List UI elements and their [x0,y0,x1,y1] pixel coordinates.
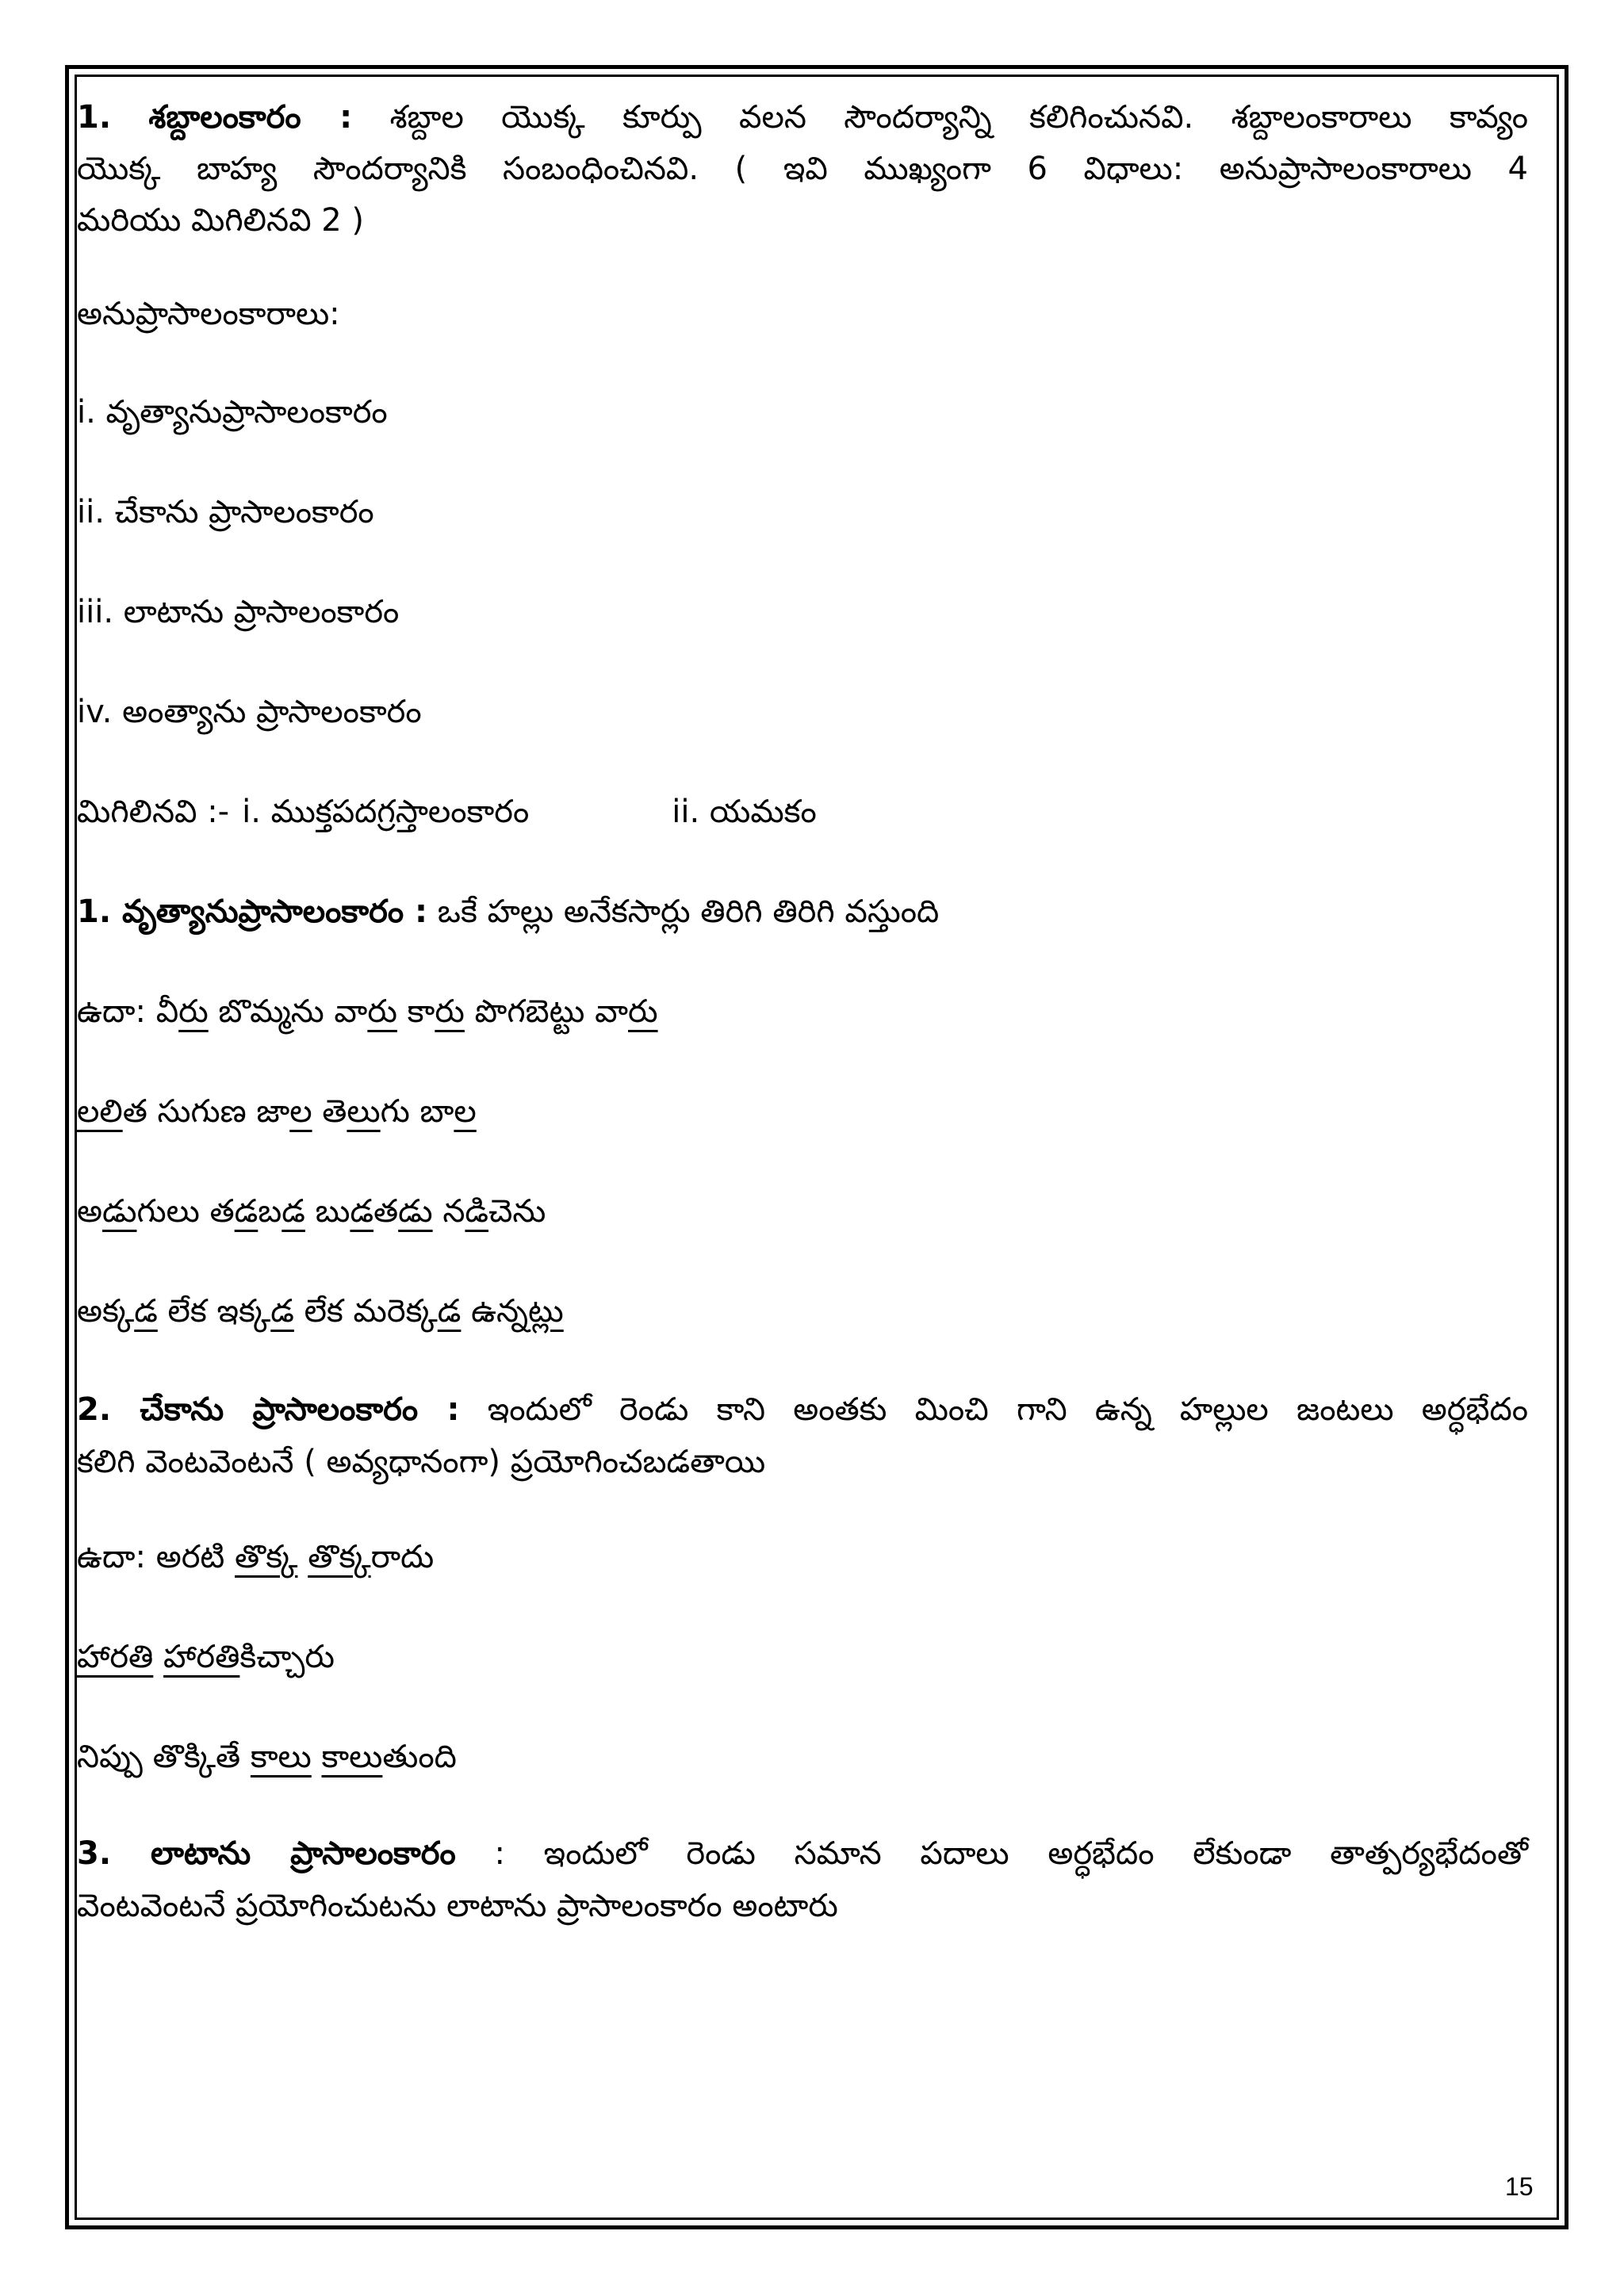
intro-number: 1. [77,99,112,136]
underlined-syllable: డు [102,1193,137,1230]
section2-example-2 [77,1635,335,1679]
list-item-4: iv. అంత్యాను ప్రాసాలంకారం [77,694,422,730]
example-text: బ [258,1193,282,1230]
example-text: తె [312,1093,347,1130]
example-text: అ [77,1193,102,1230]
underlined-syllable: రు [628,993,658,1030]
example-text: గు బా [380,1093,454,1130]
example-text: బు [304,1193,350,1230]
example-text: లేక ఇక్క [157,1293,271,1330]
list-item-3: iii. లాటాను ప్రాసాలంకారం [77,594,400,630]
section1-example-2 [77,1089,477,1134]
intro-text-1: శబ్దాల యొక్క కూర్పు వలన సౌందర్యాన్ని కలిగించునవి. శబ్దాలంకారాలు కావ్యం [389,99,1529,136]
section1-heading: 1. వృత్యానుప్రాసాలంకారం : [77,894,428,930]
anuprasa-heading: అనుప్రాసాలంకారాలు: [77,296,340,332]
section3-heading: 3. లాటాను ప్రాసాలంకారం [77,1835,456,1872]
underlined-syllable: ల [289,1093,312,1130]
section2-line-1 [77,1387,1528,1432]
underlined-syllable: హారతి [77,1639,154,1675]
example-text: ఉన్న [461,1293,528,1330]
remaining-line [77,790,817,834]
example-text: ఉదా: అరటి [77,1539,236,1575]
underlined-syllable: ల [454,1093,477,1130]
section1-line [77,890,939,934]
example-text: లేక మరెక్క [293,1293,438,1330]
section1-example-1 [77,989,658,1034]
example-text: న [432,1193,465,1230]
remaining-item-1: i. ముక్తపదగ్రస్తాలంకారం [242,794,530,830]
example-text: అక్క [77,1293,135,1330]
underlined-syllable: డ [134,1293,158,1330]
section3-line-2: వెంటవెంటనే ప్రయోగించుటను లాటాను ప్రాసాలంకారం అంటారు [77,1888,838,1924]
underlined-syllable: డు [398,1193,433,1230]
underlined-syllable: డ [437,1293,462,1330]
section2-heading: 2. చేకాను ప్రాసాలంకారం : [77,1391,460,1428]
example-text: కిచ్చారు [239,1639,335,1675]
example-text: త [373,1193,399,1230]
underlined-syllable: కాలు [250,1739,312,1775]
intro-line-3: మరియు మిగిలినవి 2 ) [77,202,364,239]
underlined-syllable: హారతి [163,1639,240,1675]
section1-example-3 [77,1189,546,1234]
underlined-syllable: ట్లు [528,1293,564,1330]
underlined-syllable: డ [282,1193,305,1230]
section2-example-3 [77,1735,457,1779]
underlined-syllable: లలి [77,1093,123,1130]
underlined-syllable: తొక్క [235,1539,298,1575]
example-text: పొగబెట్టు వా [464,993,629,1030]
page-number: 15 [1505,2172,1534,2201]
underlined-syllable: రు [435,993,465,1030]
underlined-syllable: రు [178,993,209,1030]
underlined-syllable: రు [367,993,397,1030]
example-text: గులు త [136,1193,235,1230]
list-item-2: ii. చేకాను ప్రాసాలంకారం [77,494,374,530]
example-text: బొమ్మను వా [208,993,368,1030]
underlined-syllable: కాలు [321,1739,383,1775]
example-text [312,1739,322,1775]
list-item-1: i. వృత్యానుప్రాసాలంకారం [77,394,388,430]
example-text: రాదు [370,1539,435,1575]
section1-desc: ఒకే హల్లు అనేకసార్లు తిరిగి తిరిగి వస్తుంది [437,894,940,930]
underlined-syllable: డి [465,1193,489,1230]
example-text [153,1639,163,1675]
underlined-syllable: తొక్క [308,1539,371,1575]
intro-line-2: యొక్క బాహ్య సౌందర్యానికి సంబంధించినవి. ( ఇవి ముఖ్యంగా 6 విధాలు: అనుప్రాసాలంకారాలు 4 [77,151,1528,187]
underlined-syllable: డ [270,1293,294,1330]
section2-desc-1: ఇందులో రెండు కాని అంతకు మించి గాని ఉన్న హల్లుల జంటలు అర్ధభేదం [487,1391,1528,1428]
example-text: నిప్పు తొక్కితే [77,1739,251,1775]
example-text: చెను [488,1193,546,1230]
remaining-label: మిగిలినవి :- [77,794,230,830]
example-text: త సుగుణ జా [122,1093,290,1130]
underlined-syllable: డ [350,1193,374,1230]
example-text [297,1539,308,1575]
section1-example-4 [77,1289,564,1334]
example-text: ఉదా: వీ [77,993,179,1030]
underlined-syllable: డ [234,1193,259,1230]
section3-desc-1: : ఇందులో రెండు సమాన పదాలు అర్ధభేదం లేకుండా తాత్పర్యభేదంతో [494,1835,1528,1872]
section2-example-1 [77,1535,434,1579]
intro-heading: శబ్దాలంకారం : [148,99,353,136]
example-text: కా [396,993,435,1030]
section2-line-2: కలిగి వెంటవెంటనే ( అవ్యధానంగా) ప్రయోగించబడతాయి [77,1444,766,1480]
underlined-syllable: లు [347,1093,381,1130]
section3-line-1 [77,1831,1528,1876]
intro-line-1 [77,95,1528,140]
example-text: తుంది [382,1739,457,1775]
remaining-item-2: ii. యమకం [672,794,817,830]
